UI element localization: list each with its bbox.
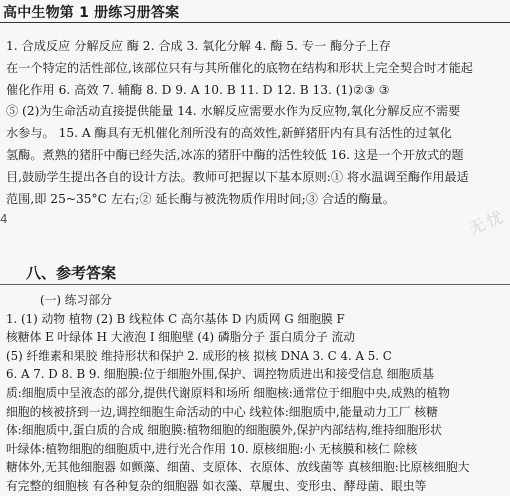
text-line: 1. 合成反应 分解反应 酶 2. 合成 3. 氧化分解 4. 酶 5. 专一 酶分子上存 — [6, 39, 391, 53]
answer-block-2 — [6, 291, 506, 496]
text-line: 氢酶。煮熟的猪肝中酶已经失活,冰冻的猪肝中酶的活性较低 16. 这是一个开放式的题 — [6, 147, 464, 162]
text-line: (5) 纤维素和果胶 维持形状和保护 2. 成形的核 拟核 DNA 3. C 4. A 5. C — [6, 348, 392, 363]
text-line: 目,鼓励学生提出各自的设计方法。教师可把握以下基本原则:① 将水温调至酶作用最适 — [6, 169, 469, 184]
text-line: 范围,即 25~35°C 左右;② 延长酶与被洗物质作用时间;③ 合适的酶量。 — [6, 191, 395, 206]
text-line: ⑤ (2)为生命活动直接提供能量 14. 水解反应需要水作为反应物,氧化分解反应不需要 — [6, 104, 461, 119]
text-line: 体:细胞质中,蛋白质的合成 细胞膜:植物细胞的细胞膜外,保护内部结构,维持细胞形状 — [6, 423, 442, 438]
text-line: 叶绿体:植物细胞的细胞质中,进行光合作用 10. 原核细胞:小 无核膜和核仁 除核 — [6, 441, 418, 456]
page-title: 高中生物第 1 册练习册答案 — [3, 5, 180, 21]
watermark: 无忧 — [466, 206, 509, 239]
text-line: 有完整的细胞核 有各种复杂的细胞器 如衣藻、草履虫、变形虫、酵母菌、眼虫等 — [6, 478, 427, 493]
margin-mark: 4 — [0, 212, 8, 226]
answer-block-1 — [6, 36, 506, 210]
text-line: 水参与。 15. A 酶具有无机催化剂所没有的高效性,新鲜猪肝内有具有活性的过氧化 — [6, 126, 452, 141]
title-divider — [0, 22, 510, 23]
text-line: 1. (1) 动物 植物 (2) B 线粒体 C 高尔基体 D 内质网 G 细胞膜 F — [6, 311, 345, 326]
text-line: 质:细胞质中呈液态的部分,提供代谢原料和场所 细胞核:通常位于细胞中央,成熟的植物 — [6, 385, 450, 400]
section-divider — [0, 284, 510, 285]
subsection-title: (一) 练习部分 — [40, 293, 112, 307]
text-line: 在一个特定的活性部位,该部位只有与其所催化的底物在结构和形状上完全契合时才能起 — [6, 60, 473, 75]
text-line: 6. A 7. D 8. B 9. 细胞膜:位于细胞外围,保护、调控物质进出和接受信息 细胞质基 — [6, 367, 434, 382]
text-line: 核糖体 E 叶绿体 H 大液泡 I 细胞壁 (4) 磷脂分子 蛋白质分子 流动 — [6, 330, 356, 345]
text-line: 糖体外,无其他细胞器 如颤藻、细菌、支原体、衣原体、放线菌等 真核细胞:比原核细胞大 — [6, 460, 470, 475]
text-line: 催化作用 6. 高效 7. 辅酶 8. D 9. A 10. B 11. D 12. B 13. (1)②③ ③ — [6, 82, 390, 97]
section-title: 八、参考答案 — [26, 264, 117, 282]
text-line: 细胞的核被挤到一边,调控细胞生命活动的中心 线粒体:细胞质中,能量动力工厂 核糖 — [6, 404, 438, 419]
